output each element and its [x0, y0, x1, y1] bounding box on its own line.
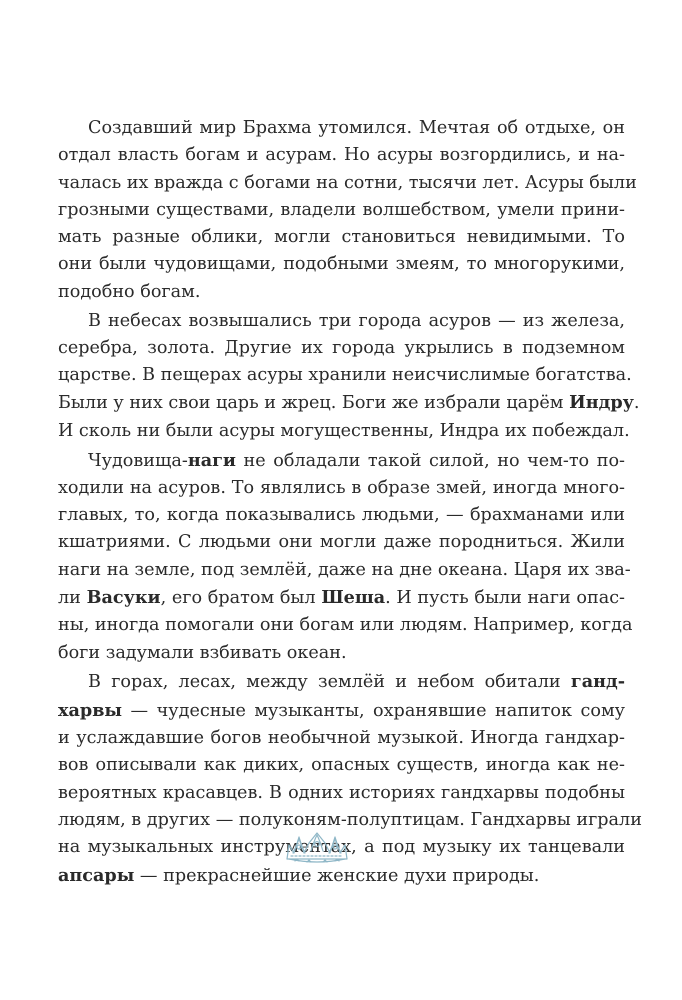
text-line: серебра, золота. Другие их города укрылись в подземном [58, 337, 625, 358]
text-line: харвы — чудесные музыканты, охранявшие напиток сому [58, 699, 625, 721]
text-line: и услаждавшие богов необычной музыкой. Иногда гандхар- [58, 728, 625, 749]
text-line: грозными существами, владели волшебством, умели прини- [58, 199, 625, 220]
text-line: боги задумали взбивать океан. [58, 642, 347, 663]
term-gandharvas-part2: харвы [58, 699, 123, 721]
paragraph-nagas [58, 447, 633, 667]
text-line: ходили на асуров. То являлись в образе змей, иногда много- [58, 477, 625, 498]
term-nagas: наги [187, 449, 236, 471]
text-line: Создавший мир Брахма утомился. Мечтая об отдыхе, он [88, 118, 625, 138]
paragraph-cities [58, 308, 640, 445]
text-line: вов описывали как диких, опасных существ, иногда как не- [58, 755, 625, 776]
paragraph-asuras [58, 115, 637, 306]
crown-ornament-icon [285, 829, 349, 865]
text-line: царстве. В пещерах асуры хранили неисчислимые богатства. [58, 365, 632, 386]
text-line: И сколь ни были асуры могущественны, Индра их побеждал. [58, 420, 630, 441]
text-line: наги на земле, под землёй, даже на дне океана. Царя их зва- [58, 559, 631, 580]
text-line: Чудовища-наги не обладали такой силой, но чем-то по- [88, 449, 625, 471]
term-vasuki: Васуки [86, 587, 161, 609]
text-line: чалась их вражда с богами на сотни, тысячи лет. Асуры были [58, 172, 637, 193]
text-line: В небесах возвышались три города асуров — из железа, [88, 310, 625, 331]
text-line: В горах, лесах, между землёй и небом обитали ганд- [88, 671, 625, 693]
page-body [58, 115, 642, 890]
text-line: мать разные облики, могли становиться невидимыми. То [58, 227, 625, 248]
text-line: они были чудовищами, подобными змеям, то многорукими, [58, 254, 625, 275]
text-line: апсары — прекраснейшие женские духи природы. [58, 864, 540, 886]
text-line: на музыкальных инструментах, а под музыку их танцевали [58, 837, 625, 858]
text-line: ли Васуки, его братом был Шеша. И пусть были наги опас- [58, 587, 626, 609]
text-line: кшатриями. С людьми они могли даже породниться. Жили [58, 532, 625, 553]
term-gandharvas-part1: ганд- [570, 671, 625, 693]
text-line: ны, иногда помогали они богам или людям. Например, когда [58, 615, 633, 636]
term-indra: Индру [569, 392, 634, 414]
term-shesha: Шеша [321, 587, 386, 609]
text-line: отдал власть богам и асурам. Но асуры возгордились, и на- [58, 145, 625, 166]
text-line: Были у них свои царь и жрец. Боги же избрали царём Индру. [58, 392, 640, 414]
text-line: главых, то, когда показывались людьми, — брахманами или [58, 505, 625, 526]
text-line: вероятных красавцев. В одних историях гандхарвы подобны [58, 782, 625, 803]
text-line: подобно богам. [58, 281, 201, 302]
text-line: людям, в других — полуконям-полуптицам. Гандхарвы играли [58, 809, 642, 830]
term-apsaras: апсары [58, 864, 135, 886]
